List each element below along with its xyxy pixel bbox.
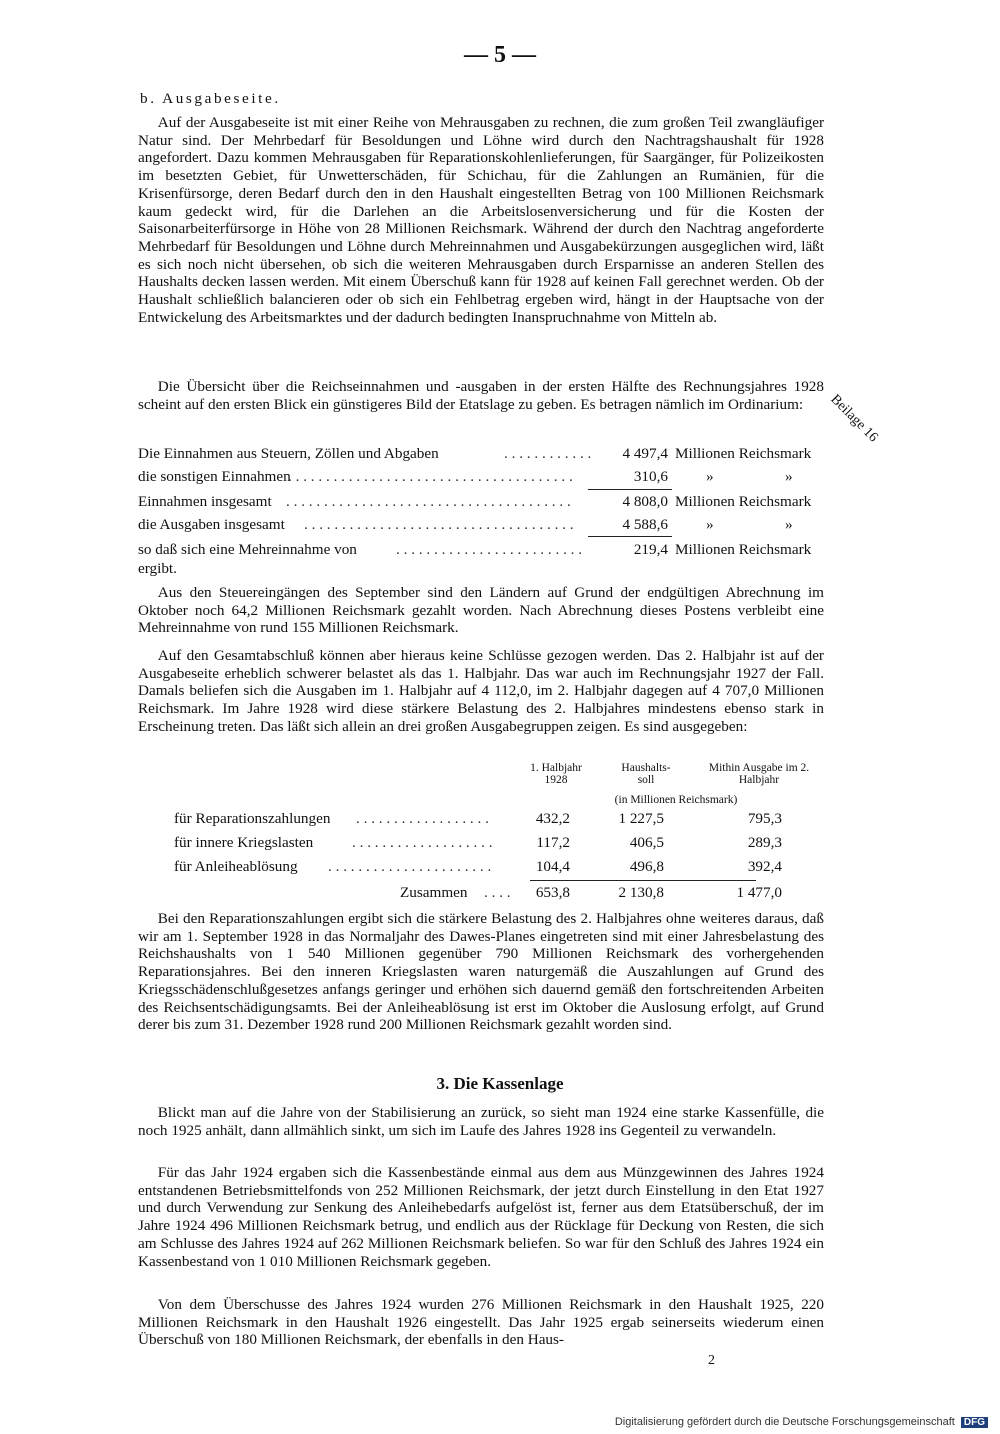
margin-note-beilage: Beilage 16 <box>827 392 881 446</box>
sum-rule <box>588 489 672 490</box>
total-soll: 2 130,8 <box>618 884 664 901</box>
paragraph-reparationszahlungen: Bei den Reparationszahlungen ergibt sich die stärkere Belastung des 2. Halbjahres ohne weiteres daraus, daß wir am 1. September 1928 in das Normaljahr des Dawes-Planes eingetreten sind mit einer Jahresbelastung des Reichshaushalts von 1 540 Millionen gegenüber 790 Millionen Reichsmark des vorhergehenden Reparationsjahres. Bei den inneren Kriegslasten waren naturgemäß die Auszahlungen auf Grund des Kriegsschädenschlußgesetzes anfangs geringer und erhöhen sich dauernd gemäß den fortschreitenden Arbeiten des Reichsentschädigungsamts. Bei der Anleiheablösung ist erst im Oktober die Auslosung erfolgt, auf Grund derer bis zum 31. Dezember 1928 rund 200 Millionen Reichsmark gezahlt worden sind. <box>138 910 824 1034</box>
cell-second-half: 289,3 <box>747 834 782 851</box>
ledger-label: Einnahmen insgesamt <box>138 493 272 510</box>
table-total-row: Zusammen . . . . 653,8 2 130,8 1 477,0 <box>400 884 782 901</box>
ledger-unit: Millionen Reichsmark <box>675 541 812 558</box>
ledger-row: Die Einnahmen aus Steuern, Zöllen und Abgaben . . . . . . . . . . . . 4 497,4 Millionen Reichsmark <box>138 445 812 462</box>
table-row: . . . . . . . . . . . . . . . . . . . . . . für Anleiheablösung 104,4 496,8 392,4 <box>174 858 782 875</box>
ledger-row: so daß sich eine Mehreinnahme von . . . . . . . . . . . . . . . . . . . . . . . . . 219,4 Millionen Reichsmark <box>138 541 812 558</box>
ledger-row: die Ausgaben insgesamt . . . . . . . . . . . . . . . . . . . . . . . . . . . . . . . . . . . . 4 588,6 » » <box>138 516 793 533</box>
ledger-label: die Ausgaben insgesamt <box>138 516 285 533</box>
dfg-logo: DFG <box>961 1417 988 1428</box>
ledger-label: Die Einnahmen aus Steuern, Zöllen und Abgaben <box>138 445 439 462</box>
table-row: . . . . . . . . . . . . . . . . . . für Reparationszahlungen 432,2 1 227,5 795,3 <box>174 810 782 827</box>
paragraph-ueberschuss-part2: seinerseits wiederum einen Überschuß von 180 Millionen Reichsmark, der ebenfalls in den Haus- <box>138 1313 824 1349</box>
ledger-label: die sonstigen Einnahmen <box>138 468 291 485</box>
cell-first-half: 432,2 <box>535 810 570 827</box>
ledger-unit: Millionen Reichsmark <box>675 445 812 462</box>
section-title-kassenlage: 3. Die Kassenlage <box>436 1074 564 1093</box>
paragraph-ergibt: ergibt. <box>138 560 177 577</box>
paragraph-stabilisierung: Blickt man auf die Jahre von der Stabilisierung an zurück, so sieht man 1924 eine starke Kassenfülle, die noch 1925 anhält, dann allmählich sinkt, um sich im Laufe des Jahres 1928 ins Gegenteil zu verwandeln. <box>138 1104 824 1139</box>
total-label: Zusammen <box>400 884 468 901</box>
row-label: für Reparationszahlungen <box>174 810 334 828</box>
cell-soll: 1 227,5 <box>618 810 664 827</box>
row-label: für Anleiheablösung <box>174 858 302 876</box>
column-header-soll: Haushalts-soll <box>621 762 671 786</box>
cell-first-half: 117,2 <box>536 834 570 851</box>
cell-soll: 406,5 <box>629 834 664 851</box>
cell-first-half: 104,4 <box>535 858 570 875</box>
ledger-row: Einnahmen insgesamt . . . . . . . . . . . . . . . . . . . . . . . . . . . . . . . . . . . . . . 4 808,0 Millionen Reichsmark <box>138 493 812 510</box>
table-row: . . . . . . . . . . . . . . . . . . . für innere Kriegslasten 117,2 406,5 289,3 <box>174 834 782 851</box>
ledger-label: so daß sich eine Mehreinnahme von <box>138 541 357 558</box>
cell-second-half: 392,4 <box>747 858 782 875</box>
ledger-row: die sonstigen Einnahmen . . . . . . . . . . . . . . . . . . . . . . . . . . . . . . . . . . . . . . 310,6 » » <box>138 468 793 485</box>
page-number: — 5 — <box>464 42 536 68</box>
total-first-half: 653,8 <box>535 884 570 901</box>
ledger-value: 219,4 <box>633 541 668 558</box>
signature-mark: 2 <box>708 1353 715 1368</box>
paragraph-ausgabeseite: Auf der Ausgabeseite ist mit einer Reihe von Mehrausgaben zu rechnen, die zum großen Teil zwangläufiger Natur sind. Der Mehrbedarf für Besoldungen und Löhne wird durch den Nachtragshaushalt für 1928 angefordert. Dazu kommen Mehrausgaben für Reparationskohlenlieferungen, für Saargänger, für Polizeikosten im besetzten Gebiet, für Unwetterschäden, für Schichau, für die Zahlungen an Rumänien, für die Krisenfürsorge, deren Bedarf durch den in den Haushalt eingestellten Betrag von 100 Millionen Reichsmark kaum gedeckt wird, für die Darlehen an die Arbeitslosenversicherung und für die Kosten der Saisonarbeiterfürsorge in Höhe von 28 Millionen Reichsmark. Während der durch den Nachtrag angeforderte Mehrbedarf für Besoldungen und Löhne durch Mehreinnahmen und Ausgabekürzungen ausgeglichen wird, läßt es sich noch nicht übersehen, ob sich die weiteren Mehrausgaben durch Ersparnisse an anderen Stellen des Haushalts decken lassen werden. Mit einem Überschuß kann für 1928 auf keinen Fall gerechnet werden. Ob der Haushalt schließlich balancieren oder ob sich ein Fehlbetrag ergeben wird, hängt in der Hauptsache von der Entwickelung des Arbeitsmarktes und der dadurch bedingten Inanspruchnahme von Mitteln ab. <box>138 114 824 326</box>
column-header-second-half: Mithin Ausgabe im 2. Halbjahr <box>708 762 810 786</box>
ledger-value: 4 588,6 <box>622 516 668 533</box>
row-label: für innere Kriegslasten <box>174 834 317 852</box>
paragraph-steuereingaenge: Aus den Steuereingängen des September sind den Ländern auf Grund der endgültigen Abrechnung im Oktober noch 64,2 Millionen Reichsmark gezahlt worden. Nach Abrechnung dieses Postens verbleibt eine Mehreinnahme von rund 155 Millionen Reichsmark. <box>138 584 824 637</box>
ditto-mark: » <box>785 468 793 485</box>
paragraph-gesamtabschluss: Auf den Gesamtabschluß können aber hieraus keine Schlüsse gezogen werden. Das 2. Halbjahr ist auf der Ausgabeseite erheblich schwerer belastet als das 1. Halbjahr. Das war auch im Rechnungsjahr 1927 der Fall. Damals beliefen sich die Ausgaben im 1. Halbjahr auf 4 112,0, im 2. Halbjahr dagegen auf 4 707,0 Millionen Reichsmark. Im Jahre 1928 wird diese stärkere Belastung des 2. Halbjahres mindestens ebenso stark in Erscheinung treten. Das läßt sich allein an drei großen Ausgabegruppen zeigen. Es sind ausgegeben: <box>138 647 824 735</box>
total-rule <box>530 880 756 881</box>
ditto-mark: » <box>706 516 714 533</box>
ledger-value: 4 808,0 <box>622 493 668 510</box>
ledger-value: 4 497,4 <box>622 445 668 462</box>
paragraph-ueberschuss <box>138 1296 824 1349</box>
ditto-mark: » <box>785 516 793 533</box>
paragraph-uebersicht: Die Übersicht über die Reichseinnahmen und -ausgaben in der ersten Hälfte des Rechnungsjahres 1928 scheint auf den ersten Blick ein günstigeres Bild der Etatslage zu geben. Es betragen nämlich im Ordinarium: <box>138 378 824 413</box>
sum-rule <box>588 536 672 537</box>
column-header-first-half: 1. Halbjahr 1928 <box>530 762 582 786</box>
footer-text: Digitalisierung gefördert durch die Deutsche Forschungsgemeinschaft <box>614 1416 955 1428</box>
paragraph-kassenbestaende: Für das Jahr 1924 ergaben sich die Kassenbestände einmal aus dem aus Münzgewinnen des Jahres 1924 entstandenen Betriebsmittelfonds von 252 Millionen Reichsmark, der jetzt durch Einstellung in den Etat 1927 und durch Verwendung zur Senkung des Anleihebedarfs aufgelöst ist, ferner aus dem Etatsüberschuß, der im Jahre 1924 496 Millionen Reichsmark betrug, und endlich aus der Rücklage für Deckung von Resten, die sich am Schlusse des Jahres 1924 auf 262 Millionen Reichsmark beliefen. So war für den Schluß des Jahres 1924 ein Kassenbestand von 1 010 Millionen Reichsmark gegeben. <box>138 1164 824 1270</box>
dfg-footer <box>615 1416 988 1428</box>
ditto-mark: » <box>706 468 714 485</box>
unit-note: (in Millionen Reichsmark) <box>614 794 738 806</box>
paragraph-ueberschuss-part1: Von dem Überschusse des Jahres 1924 wurden 276 Millionen Reichsmark in den Haushalt 1925, 220 Millionen Reichsmark in den Haushalt 1926 eingestellt. Das Jahr 1925 ergab <box>138 1296 824 1331</box>
cell-second-half: 795,3 <box>747 810 782 827</box>
total-second-half: 1 477,0 <box>736 884 782 901</box>
section-b-heading: b. Ausgabeseite. <box>140 90 281 107</box>
ledger-unit: Millionen Reichsmark <box>675 493 812 510</box>
cell-soll: 496,8 <box>629 858 664 875</box>
ledger-value: 310,6 <box>633 468 668 485</box>
